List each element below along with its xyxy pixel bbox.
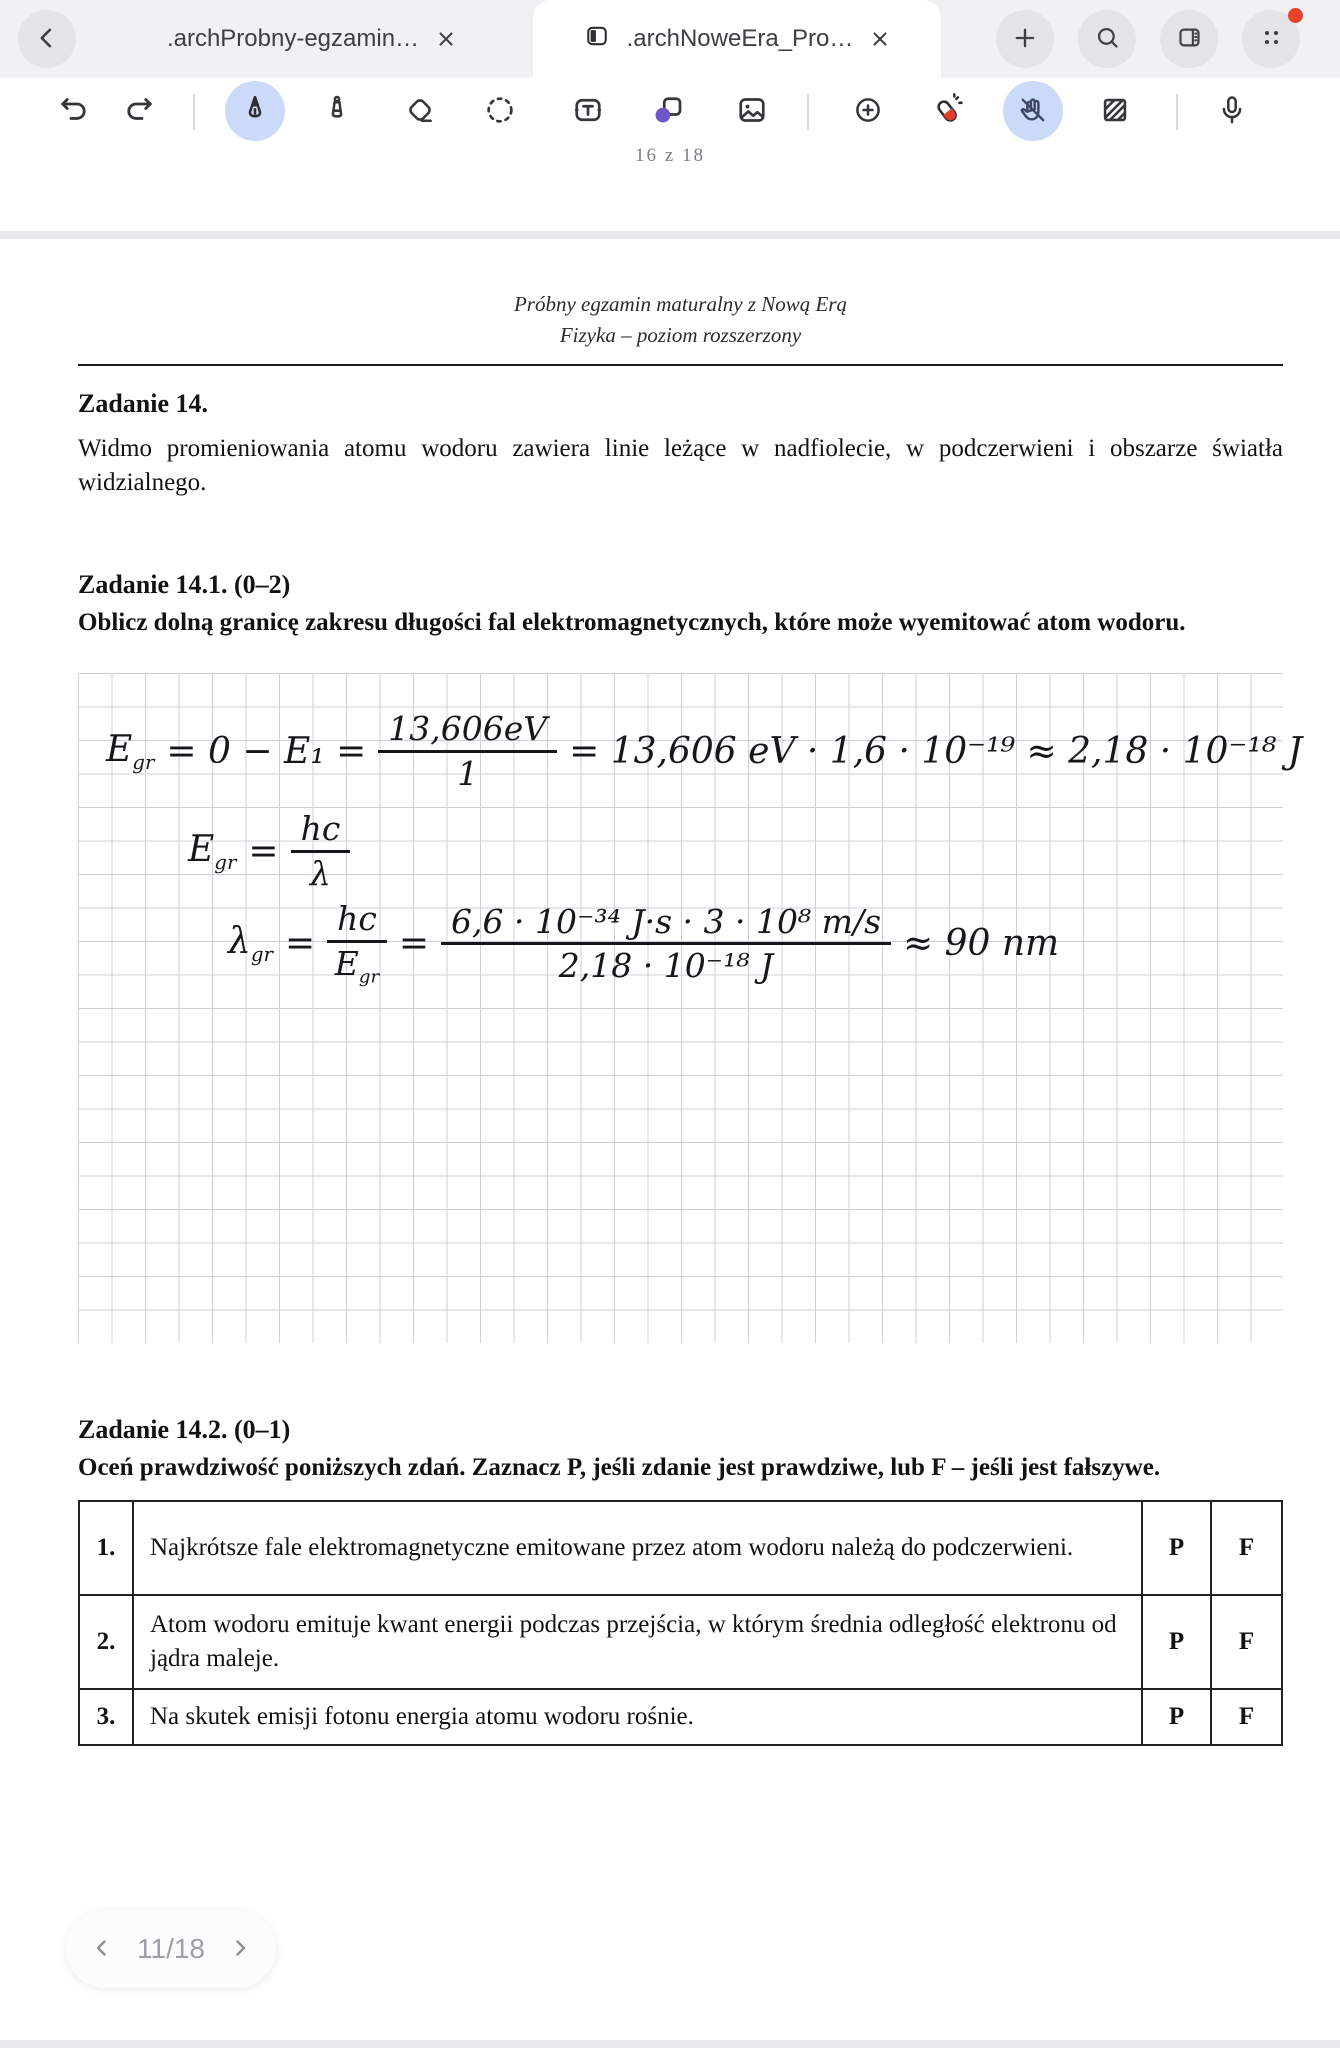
true-false-table (78, 1500, 1283, 1746)
statement-text: Atom wodoru emituje kwant energii podczas przejścia, w którym średnia odległość elektronu od jądra maleje. (133, 1595, 1142, 1689)
option-p: P (1142, 1689, 1211, 1745)
palm-rejection-button[interactable] (1003, 81, 1063, 141)
undo-icon (56, 92, 92, 131)
pen-tool-button[interactable] (225, 81, 285, 141)
option-p: P (1142, 1595, 1211, 1689)
laser-pointer-button[interactable] (918, 81, 978, 141)
redo-icon (121, 92, 157, 131)
search-button[interactable] (1078, 10, 1136, 68)
zoom-in-icon (851, 93, 885, 130)
statement-text: Na skutek emisji fotonu energia atomu wodoru rośnie. (133, 1689, 1142, 1745)
table-row (79, 1501, 1282, 1595)
page-gap-band (0, 2040, 1340, 2048)
laser-pointer-icon (930, 92, 966, 131)
row-number: 2. (79, 1595, 133, 1689)
task14-2-title: Zadanie 14.2. (0–1) (78, 1415, 291, 1444)
close-icon[interactable] (869, 28, 891, 50)
option-f: F (1211, 1689, 1282, 1745)
tab-nowe-era-active[interactable] (533, 0, 941, 78)
task14-body: Widmo promieniowania atomu wodoru zawiera linie leżące w nadfiolecie, w podczerwieni i obszarze światła widzialnego. (78, 435, 1283, 496)
tab-probny-egzamin[interactable] (112, 0, 512, 78)
hatched-square-icon (1098, 93, 1132, 130)
handwritten-formula-2: $E_{gr}$ = $\frac{hc}{\lambda}$ (188, 811, 350, 891)
lasso-select-button[interactable] (470, 81, 530, 141)
sidebar-panel-icon (1176, 24, 1203, 54)
handwritten-formula-3: $\lambda_{gr}$ = $\frac{hc}{E_{gr}}$ = $\frac{\text{6,6 · 10⁻³⁴ J·s · 3 · 10⁸ m/s}}{\text{2,18 · 10⁻¹⁸ J}}$ ≈ 90 nm (228, 899, 1060, 988)
back-button[interactable] (18, 10, 76, 68)
page-indicator-label: 11/18 (137, 1933, 205, 1964)
chevron-right-icon (228, 1936, 252, 1963)
grid-answer-area (78, 673, 1303, 1343)
toolbar-divider (193, 94, 195, 130)
eraser-icon (403, 93, 437, 130)
header-rule (78, 364, 1283, 366)
pattern-fill-button[interactable] (1085, 81, 1145, 141)
annotation-toolbar (0, 78, 1340, 148)
image-tool-button[interactable] (722, 81, 782, 141)
option-f: F (1211, 1595, 1282, 1689)
marker-icon (320, 93, 354, 130)
search-icon (1094, 24, 1121, 54)
new-tab-button[interactable] (996, 10, 1054, 68)
text-tool-button[interactable] (558, 81, 618, 141)
handwritten-formula-1: $E_{gr}$ = 0 − E₁ = $\frac{13,606eV}{1}$ = 13,606 eV · 1,6 · 10⁻¹⁹ ≈ 2,18 · 10⁻¹⁸ J (106, 709, 1303, 793)
exam-header-line2: Fizyka – poziom rozszerzony (559, 323, 802, 347)
sidebar-panel-button[interactable] (1160, 10, 1218, 68)
row-number: 3. (79, 1689, 133, 1745)
browser-tab-bar (0, 0, 1340, 78)
tab-title: .archNoweEra_Pro… (626, 25, 854, 52)
notification-dot (1288, 8, 1303, 23)
task14-1-body: Oblicz dolną granicę zakresu długości fal elektromagnetycznych, które może wyemitować atom wodoru. (78, 609, 1186, 636)
four-dots-icon (1258, 24, 1285, 54)
shapes-tool-button[interactable] (638, 81, 698, 141)
eraser-tool-button[interactable] (390, 81, 450, 141)
statement-text: Najkrótsze fale elektromagnetyczne emitowane przez atom wodoru należą do podczerwieni. (133, 1501, 1142, 1595)
previous-page-button[interactable] (90, 1936, 114, 1963)
task14-title: Zadanie 14. (78, 389, 209, 418)
tab-title: .archProbny-egzamin… (166, 25, 420, 52)
task14-1-title: Zadanie 14.1. (0–2) (78, 570, 291, 599)
pdf-document-page (78, 239, 1303, 1746)
plus-icon (1011, 24, 1039, 55)
row-number: 1. (79, 1501, 133, 1595)
lasso-icon (483, 93, 517, 130)
pdf-page-footer-clipped: 16 z 18 (635, 148, 705, 165)
image-icon (734, 92, 770, 131)
chevron-left-icon (90, 1936, 114, 1963)
hand-disabled-icon (1016, 93, 1050, 130)
next-page-button[interactable] (228, 1936, 252, 1963)
page-gap-band (0, 231, 1340, 239)
option-f: F (1211, 1501, 1282, 1595)
text-tool-icon (570, 92, 606, 131)
chevron-left-icon (33, 24, 61, 55)
zoom-in-tool-button[interactable] (838, 81, 898, 141)
marker-tool-button[interactable] (307, 81, 367, 141)
table-row (79, 1689, 1282, 1745)
microphone-icon (1215, 93, 1249, 130)
pen-icon (238, 93, 272, 130)
reader-page-icon (583, 22, 611, 57)
toolbar-divider (1176, 94, 1178, 130)
undo-button[interactable] (44, 81, 104, 141)
task14-2-body: Oceń prawdziwość poniższych zdań. Zaznacz P, jeśli zdanie jest prawdziwe, lub F – jeśli jest fałszywe. (78, 1454, 1161, 1481)
exam-header-line1: Próbny egzamin maturalny z Nową Erą (513, 292, 848, 316)
toolbar-divider (807, 94, 809, 130)
page-navigator[interactable] (66, 1910, 276, 1988)
close-icon[interactable] (435, 28, 457, 50)
microphone-button[interactable] (1202, 81, 1262, 141)
shapes-icon (650, 92, 686, 131)
table-row (79, 1595, 1282, 1689)
exam-header (78, 289, 1283, 351)
option-p: P (1142, 1501, 1211, 1595)
redo-button[interactable] (109, 81, 169, 141)
